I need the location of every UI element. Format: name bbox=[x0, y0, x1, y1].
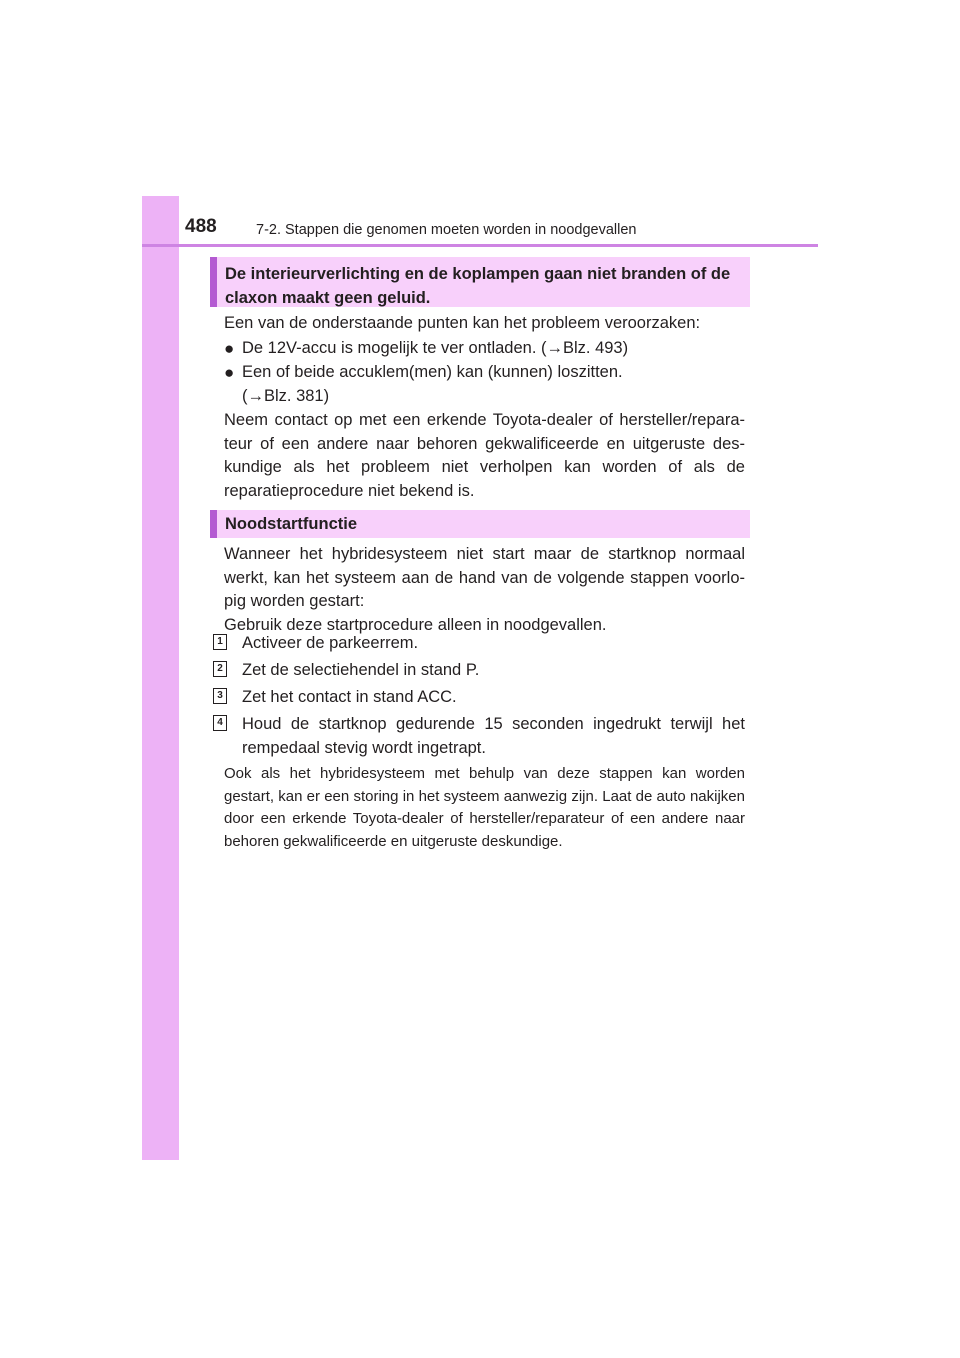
page-number: 488 bbox=[185, 216, 217, 237]
step-number-box: 3 bbox=[213, 688, 227, 704]
step-item bbox=[213, 713, 745, 761]
step-item bbox=[213, 686, 745, 710]
list-item bbox=[224, 361, 745, 409]
section-heading-line: De interieurverlichting en de koplampen gaan niet branden of de bbox=[225, 265, 731, 283]
advice-text: Neem contact op met een erkende Toyota-dealer of hersteller/repara-teur of een andere naar behoren gekwalificeerde en uitgeruste des-kundige als het probleem niet verholpen kan worden of als de reparatieprocedure niet bekend is. bbox=[224, 411, 745, 500]
bullet-icon: ● bbox=[224, 363, 235, 382]
step-number-box: 1 bbox=[213, 634, 227, 650]
step-number-box: 4 bbox=[213, 715, 227, 731]
note-text: Ook als het hybridesysteem met behulp van deze stappen kan worden gestart, kan er een storing in het systeem aanwezig zijn. Laat de auto nakijken door een erkende Toyota-dealer of hersteller/reparateur of een andere naar behoren gekwalificeerde en uitgeruste deskundige. bbox=[224, 765, 745, 850]
list-item-text: (→Blz. 381) bbox=[242, 386, 330, 405]
step-text: Houd de startknop gedurende 15 seconden ingedrukt terwijl het rempedaal stevig wordt ingetrapt. bbox=[242, 715, 745, 757]
chapter-title: 7-2. Stappen die genomen moeten worden in noodgevallen bbox=[256, 222, 637, 238]
section-heading-noodstart bbox=[210, 510, 750, 538]
list-item-text: Een of beide accuklem(men) kan (kunnen) loszitten. bbox=[242, 363, 623, 381]
step-text: Zet het contact in stand ACC. bbox=[242, 688, 457, 706]
step-text: Zet de selectiehendel in stand P. bbox=[242, 661, 480, 679]
chapter-side-tab bbox=[142, 196, 179, 1160]
list-item-text-block bbox=[242, 361, 745, 408]
step-text: Activeer de parkeerrem. bbox=[242, 634, 419, 652]
page-header bbox=[185, 212, 818, 248]
section-heading-line: claxon maakt geen geluid. bbox=[225, 289, 431, 307]
section-heading-lights bbox=[210, 257, 750, 307]
intro-text: Een van de onderstaande punten kan het probleem veroorzaken: bbox=[224, 314, 701, 332]
list-item bbox=[224, 337, 745, 361]
intro-paragraph: Wanneer het hybridesysteem niet start maar de startknop normaal werkt, kan het systeem aan de hand van de volgende stappen voorlo-pig worden gestart: bbox=[224, 545, 745, 610]
step-item bbox=[213, 659, 745, 683]
intro-paragraph: Gebruik deze startprocedure alleen in noodgevallen. bbox=[224, 615, 607, 634]
intro-text bbox=[224, 543, 745, 637]
bullet-icon: ● bbox=[224, 339, 235, 358]
list-item-text: De 12V-accu is mogelijk te ver ontladen. (→Blz. 493) bbox=[242, 339, 629, 357]
step-number-box: 2 bbox=[213, 661, 227, 677]
step-item bbox=[213, 632, 745, 656]
header-divider bbox=[142, 244, 818, 247]
section-heading-line: Noodstartfunctie bbox=[225, 515, 357, 533]
